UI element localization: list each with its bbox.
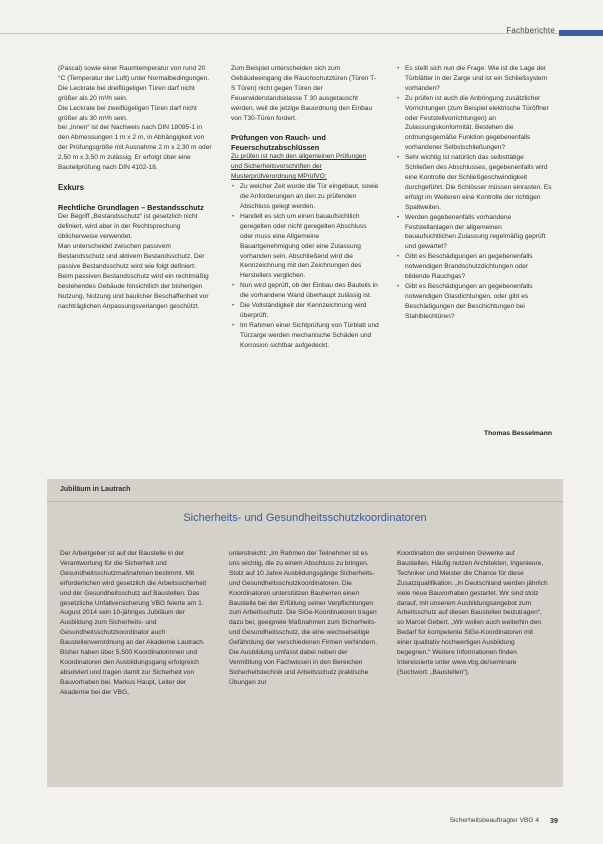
section-accent-bar [559, 30, 603, 36]
box-column-2 [229, 549, 378, 688]
box-column-1 [60, 549, 209, 698]
paragraph: Man unterscheidet zwischen passivem Bestandsschutz und aktivem Bestandsschutz. Der passive Bestandsschutz wird wie folgt definiert: [58, 243, 205, 270]
heading-rechtliche-grundlagen: Rechtliche Grundlagen – Bestandsschutz [58, 202, 204, 212]
spacer [231, 123, 379, 133]
box-kicker: Jubiläum in Lautrach [60, 486, 131, 493]
paragraph: Beim passiven Bestandsschutz wird ein rechtmäßig bestehendes Gebäude hinsichtlich der bisherigen Nutzung, Nutzung und baulicher Beschaffenheit vor nachträglichen Anpassungsverlangen geschützt. [58, 272, 209, 310]
paragraph: Die Leckrate bei dreiflügeligen Türen darf nicht größer als 20 m³/h sein. [58, 84, 195, 102]
list-item: • Im Rahmen einer Sichtprüfung von Türblatt und Türzarge werden mechanische Schäden und Korrosion sichtbar aufgedeckt. [240, 321, 379, 351]
paragraph: Die Leckrate bei zweiflügeligen Türen darf nicht größer als 30 m³/h sein. [58, 104, 197, 122]
checklist [231, 182, 379, 350]
list-item: • Sehr wichtig ist natürlich das selbsttätige Schließen des Abschlusses, gegebenenfalls wird eine Kontrolle der Schließgeschwindigkeit durchgeführt. Die Schlösser müssen einrasten. Es erfolgt im Weiteren eine Kontrolle der richtigen Spaltweiten. [405, 153, 552, 212]
list-item: • Die Vollständigkeit der Kennzeichnung wird überprüft. [240, 301, 379, 321]
list-item: • Gibt es Beschädigungen an gegebenenfalls notwendigen Glasdichtungen, oder gibt es Beschädigungen der Beschichtungen bei Stahlblechtüren? [405, 282, 552, 322]
paragraph: bei „Innen“ ist der Nachweis nach DIN 18095-1 in den Abmessungen 1 m x 2 m, in Abhängigkeit von der Prüfungsgröße mit Ausnahme 2 m x 2,30 m oder 2,50 m x 3,50 m zulässig. Er erfolgt über eine Bauteilprüfung nach DIN 4102-18. [58, 124, 212, 172]
author-name: Thomas Besselmann [484, 430, 552, 437]
article-column-1 [58, 64, 214, 312]
article-column-3 [396, 64, 552, 322]
box-rule [47, 501, 563, 502]
page-number: 39 [550, 816, 558, 825]
paragraph: unterstreicht: „Im Rahmen der Teilnehmer ist es uns wichtig, die zu einem Abschluss zu bringen. Stolz auf 10 Jahre Ausbildungsgänge Sicherheits- und Gesundheitsschutzkoordinatoren. Die Koordinatoren unterstützen Bauherren einen Baustelle bei der Erfüllung seiner Verpflichtungen zum Arbeitsschutz. Die SiGe-Koordinatoren tragen dazu bei, geeignete Maßnahmen zum Sicherheits- und Gesundheitsschutz, die eine wechselseitige Gefährdung der verschiedenen Firmen verhindern. Die Ausbildung umfasst dabei neben der Vermittlung von Fachwissen in den Bereichen Sicherheitstechnik und Arbeitsschutz praktische Übungen zur [229, 550, 378, 686]
intro-paragraph: Zu prüfen ist nach den allgemeinen Prüfungen und Sicherheitsvorschriften der Musterprüfverordnung MPrüfVO: [231, 153, 367, 181]
article-column-2 [231, 64, 379, 351]
section-label: Fachberichte [506, 26, 555, 35]
heading-pruefungen: Prüfungen von Rauch- und Feuerschutzabschlüssen [231, 133, 326, 152]
list-item: • Zu welcher Zeit wurde die Tür eingebaut, sowie die Anforderungen an den zu prüfenden Abschluss gelegt werden. [240, 182, 379, 212]
checklist [396, 64, 552, 322]
list-item: • Zu prüfen ist auch die Anbringung zusätzlicher Vorrichtungen (zum Beispiel elektrische Türöffner oder Feststellvorrichtungen) an Zulassungskonformität. Bestehen die ordnungsgemäße Funktion gegebenenfalls vorhandener Selbstschließungen? [405, 94, 552, 153]
list-item: • Nun wird geprüft, ob der Einbau des Bauteils in die vorhandene Wand überhaupt zulässig ist. [240, 281, 379, 301]
spacer [58, 173, 214, 183]
heading-exkurs: Exkurs [58, 182, 85, 192]
spacer [58, 193, 214, 203]
paragraph: Der Arbeitgeber ist auf der Baustelle in der Verantwortung für die Sicherheit und Gesundheitsschutzmaßnahmen bestimmt. Mit erforderlichen wird gesetzlich die Arbeitssicherheit und der Gesundheitsschutz auf Baustellen. Das gesetzliche Unfallversicherung VBG feierte am 1. August 2014 sein 10-jähriges Jubiläum der Ausbildung zum Sicherheits- und Gesundheitsschutzkoordinator auch Baustellenverordnung an der Akademie Lautrach. Bisher haben über 5.500 Koordinatorinnen und Koordinatoren den Ausbildungsgang erfolgreich absolviert und tragen damit zur Sicherheit von Bauvorhaben bei. Markus Haupt, Leiter der Akademie bei der VBG, [60, 550, 207, 696]
list-item: • Werden gegebenenfalls vorhandene Feststellanlagen der allgemeinen bauaufsichtlichen Zulassung regelmäßig geprüft und gewartet? [405, 213, 552, 253]
list-item: • Gibt es Beschädigungen an gegebenenfalls notwendigen Brandschutzdichtungen oder bildende Rauchgas? [405, 252, 552, 282]
box-column-3 [397, 549, 549, 678]
paragraph: Koordination der einzelnen Gewerke auf Baustellen. Häufig nutzen Architekten, Ingenieure, Techniker und Meister die Chance für diese Zusatzqualifikation. „In Deutschland werden jährlich viele neue Bauvorhaben gestartet. Wir sind stolz darauf, mit unserem Ausbildungsangebot zum Arbeitsschutz auf diesen Baustellen beizutragen“, so Marcel Gebert. „Wir wollen auch weiterhin den Bedarf für kompetente SiGe-Koordinatoren mit einer qualitativ hochwertigen Ausbildung begegnen.“ Weitere Informationen finden Interessierte unter www.vbg.de/seminare (Suchwort: „Baustellen“). [397, 550, 548, 676]
box-title: Sicherheits- und Gesundheitsschutzkoordinatoren [183, 512, 427, 524]
list-item: • Handelt es sich um einen bauaufsichtlich geregelten oder nicht geregelten Abschluss oder muss eine Allgemeine Bauartgenehmigung oder eine Zulassung vorhanden sein. Abschließend wird die Kennzeichnung mit den Zeichnungen des Herstellers verglichen. [240, 212, 379, 281]
paragraph: (Pascal) sowie einer Raumtemperatur von rund 20 °C (Temperatur der Luft) unter Normalbedingungen. [58, 65, 210, 82]
paragraph: Zum Beispiel unterscheiden sich zum Gebäudeeingang die Rauchschutztüren (Türen T-S Türen) nicht gegen Türen der Feuerwiderstandsklasse T 30 ausgetauscht werden, weil die jetzige Bauordnung den Einbau von T30-Türen fordert. [231, 65, 377, 122]
paragraph: Der Begriff „Bestandsschutz“ ist gesetzlich nicht definiert, wird aber in der Rechtsprechung üblicherweise verwendet. [58, 213, 198, 241]
footer-publication: Sicherheitsbeauftragter VBG 4 [449, 817, 539, 824]
list-item: • Es stellt sich nun die Frage: Wie ist die Lage der Türblätter in der Zarge und ist ein Schließsystem vorhanden? [405, 64, 552, 94]
